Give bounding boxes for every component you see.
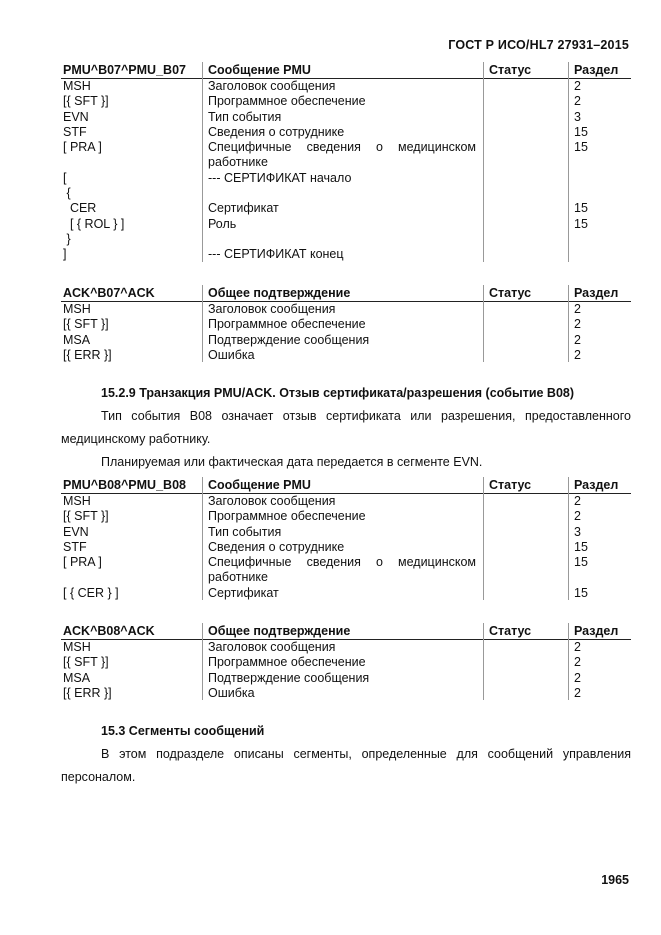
table-cell: --- СЕРТИФИКАТ начало — [208, 170, 352, 185]
column-header: ACK^B07^ACK — [63, 286, 155, 300]
column-header: Статус — [489, 286, 532, 300]
table-cell: Роль — [208, 216, 237, 231]
table-row — [61, 640, 631, 655]
table-header-row — [61, 477, 631, 494]
table-cell: Ошибка — [208, 347, 255, 362]
table-row — [61, 302, 631, 317]
table-cell: Подтверждение сообщения — [208, 670, 370, 685]
table-cell: 2 — [574, 670, 581, 685]
table-row — [61, 232, 631, 247]
table-cell: [{ SFT }] — [63, 655, 109, 670]
column-header: Статус — [489, 624, 532, 638]
table-cell: 2 — [574, 79, 581, 93]
table-cell: Заголовок сообщения — [208, 79, 336, 93]
table-cell: MSH — [63, 494, 91, 508]
table-cell: 2 — [574, 332, 581, 347]
column-divider — [568, 477, 569, 600]
table-cell: [{ SFT }] — [63, 317, 109, 332]
column-divider — [202, 62, 203, 262]
table-row — [61, 686, 631, 701]
table-row — [61, 317, 631, 332]
table-cell: MSA — [63, 670, 91, 685]
table-cell: [{ ERR }] — [63, 347, 112, 362]
column-divider — [202, 477, 203, 600]
table-cell: CER — [63, 201, 97, 216]
table-cell: Заголовок сообщения — [208, 302, 336, 316]
table-cell: MSH — [63, 79, 91, 93]
table-cell: Специфичные сведения о медицинском работнике — [208, 140, 476, 170]
table-cell: Заголовок сообщения — [208, 640, 336, 654]
document-header: ГОСТ Р ИСО/HL7 27931–2015 — [448, 38, 629, 52]
table-row — [61, 525, 631, 540]
table-cell: { — [63, 186, 71, 201]
table-cell: [ { ROL } ] — [63, 216, 125, 231]
table-cell: Ошибка — [208, 685, 255, 700]
paragraph-evn-date: Планируемая или фактическая дата передается в сегменте EVN. — [101, 455, 483, 469]
table-cell: Тип события — [208, 109, 282, 124]
column-header: Сообщение PMU — [208, 63, 311, 77]
table-cell: } — [63, 231, 71, 246]
column-header: Общее подтверждение — [208, 624, 351, 638]
table-cell: STF — [63, 124, 87, 139]
table-cell: 2 — [574, 317, 581, 332]
table-cell: --- СЕРТИФИКАТ конец — [208, 247, 344, 262]
column-divider — [483, 477, 484, 600]
table-row — [61, 217, 631, 232]
table-cell: MSA — [63, 332, 91, 347]
table-row — [61, 186, 631, 201]
column-header: Статус — [489, 63, 532, 77]
table-cell: 2 — [574, 494, 581, 508]
table-cell: 2 — [574, 347, 581, 362]
table-cell: 2 — [574, 640, 581, 654]
table-cell: 15 — [574, 555, 588, 570]
column-header: Раздел — [574, 478, 619, 492]
table-cell: Программное обеспечение — [208, 94, 366, 109]
table-cell: 2 — [574, 94, 581, 109]
column-divider — [202, 285, 203, 362]
table-cell: 15 — [574, 585, 588, 600]
column-header: PMU^B08^PMU_B08 — [63, 478, 186, 492]
table-cell: [ — [63, 170, 67, 185]
table-cell: 2 — [574, 509, 581, 524]
table-cell: STF — [63, 539, 87, 554]
table-cell: ] — [63, 247, 67, 262]
column-header: Общее подтверждение — [208, 286, 351, 300]
table-cell: 15 — [574, 539, 588, 554]
table-cell: [ { CER } ] — [63, 585, 119, 600]
table-cell: EVN — [63, 109, 89, 124]
table-cell: [ PRA ] — [63, 555, 102, 570]
table-cell: 2 — [574, 655, 581, 670]
table-cell: [{ ERR }] — [63, 685, 112, 700]
table-cell: Заголовок сообщения — [208, 494, 336, 508]
section-title-15-3: 15.3 Сегменты сообщений — [101, 724, 265, 738]
column-header: Раздел — [574, 63, 619, 77]
table-header-row — [61, 623, 631, 640]
column-divider — [568, 62, 569, 262]
table-cell: MSH — [63, 302, 91, 316]
table-row — [61, 94, 631, 109]
column-divider — [483, 623, 484, 700]
paragraph-event-b08: Тип события B08 означает отзыв сертификата или разрешения, предоставленного медицинскому работнику. — [61, 409, 631, 446]
table-row — [61, 540, 631, 555]
column-header: Статус — [489, 478, 532, 492]
table-cell: 3 — [574, 524, 581, 539]
column-divider — [483, 285, 484, 362]
table-row — [61, 125, 631, 140]
table-row — [61, 171, 631, 186]
table-row — [61, 110, 631, 125]
section-title-15-2-9: 15.2.9 Транзакция PMU/ACK. Отзыв сертификата/разрешения (событие B08) — [101, 386, 575, 400]
message-table-pmu-b07 — [61, 62, 631, 262]
table-cell: [{ SFT }] — [63, 94, 109, 109]
table-cell: 2 — [574, 685, 581, 700]
table-cell: Программное обеспечение — [208, 509, 366, 524]
table-cell: Сведения о сотруднике — [208, 124, 345, 139]
paragraph-segments: В этом подразделе описаны сегменты, определенные для сообщений управления персоналом. — [61, 747, 631, 784]
ack-table-b07 — [61, 285, 631, 362]
table-cell: Сертификат — [208, 585, 279, 600]
column-divider — [483, 62, 484, 262]
table-row — [61, 348, 631, 363]
table-cell: Подтверждение сообщения — [208, 332, 370, 347]
column-header: Раздел — [574, 286, 619, 300]
column-header: Раздел — [574, 624, 619, 638]
column-header: PMU^B07^PMU_B07 — [63, 63, 186, 77]
table-cell: 15 — [574, 140, 588, 155]
table-row — [61, 509, 631, 524]
table-row — [61, 655, 631, 670]
table-cell: [ PRA ] — [63, 140, 102, 155]
table-cell: Программное обеспечение — [208, 317, 366, 332]
column-header: Сообщение PMU — [208, 478, 311, 492]
column-divider — [202, 623, 203, 700]
table-cell: 15 — [574, 124, 588, 139]
table-row — [61, 586, 631, 601]
table-cell: [{ SFT }] — [63, 509, 109, 524]
table-cell: 15 — [574, 216, 588, 231]
table-row — [61, 333, 631, 348]
table-cell: Сертификат — [208, 201, 279, 216]
table-header-row — [61, 62, 631, 79]
table-cell: Специфичные сведения о медицинском работнике — [208, 555, 476, 585]
table-row — [61, 555, 631, 586]
table-cell: Сведения о сотруднике — [208, 539, 345, 554]
column-header: ACK^B08^ACK — [63, 624, 155, 638]
table-row — [61, 671, 631, 686]
table-row — [61, 79, 631, 94]
table-header-row — [61, 285, 631, 302]
table-row — [61, 494, 631, 509]
page-number: 1965 — [601, 873, 629, 887]
table-cell: Программное обеспечение — [208, 655, 366, 670]
table-cell: 3 — [574, 109, 581, 124]
table-cell: MSH — [63, 640, 91, 654]
column-divider — [568, 285, 569, 362]
table-cell: 2 — [574, 302, 581, 316]
message-table-pmu-b08 — [61, 477, 631, 600]
table-cell: EVN — [63, 524, 89, 539]
column-divider — [568, 623, 569, 700]
table-cell: 15 — [574, 201, 588, 216]
table-row — [61, 247, 631, 262]
table-row — [61, 140, 631, 171]
ack-table-b08 — [61, 623, 631, 700]
table-row — [61, 201, 631, 216]
table-cell: Тип события — [208, 524, 282, 539]
